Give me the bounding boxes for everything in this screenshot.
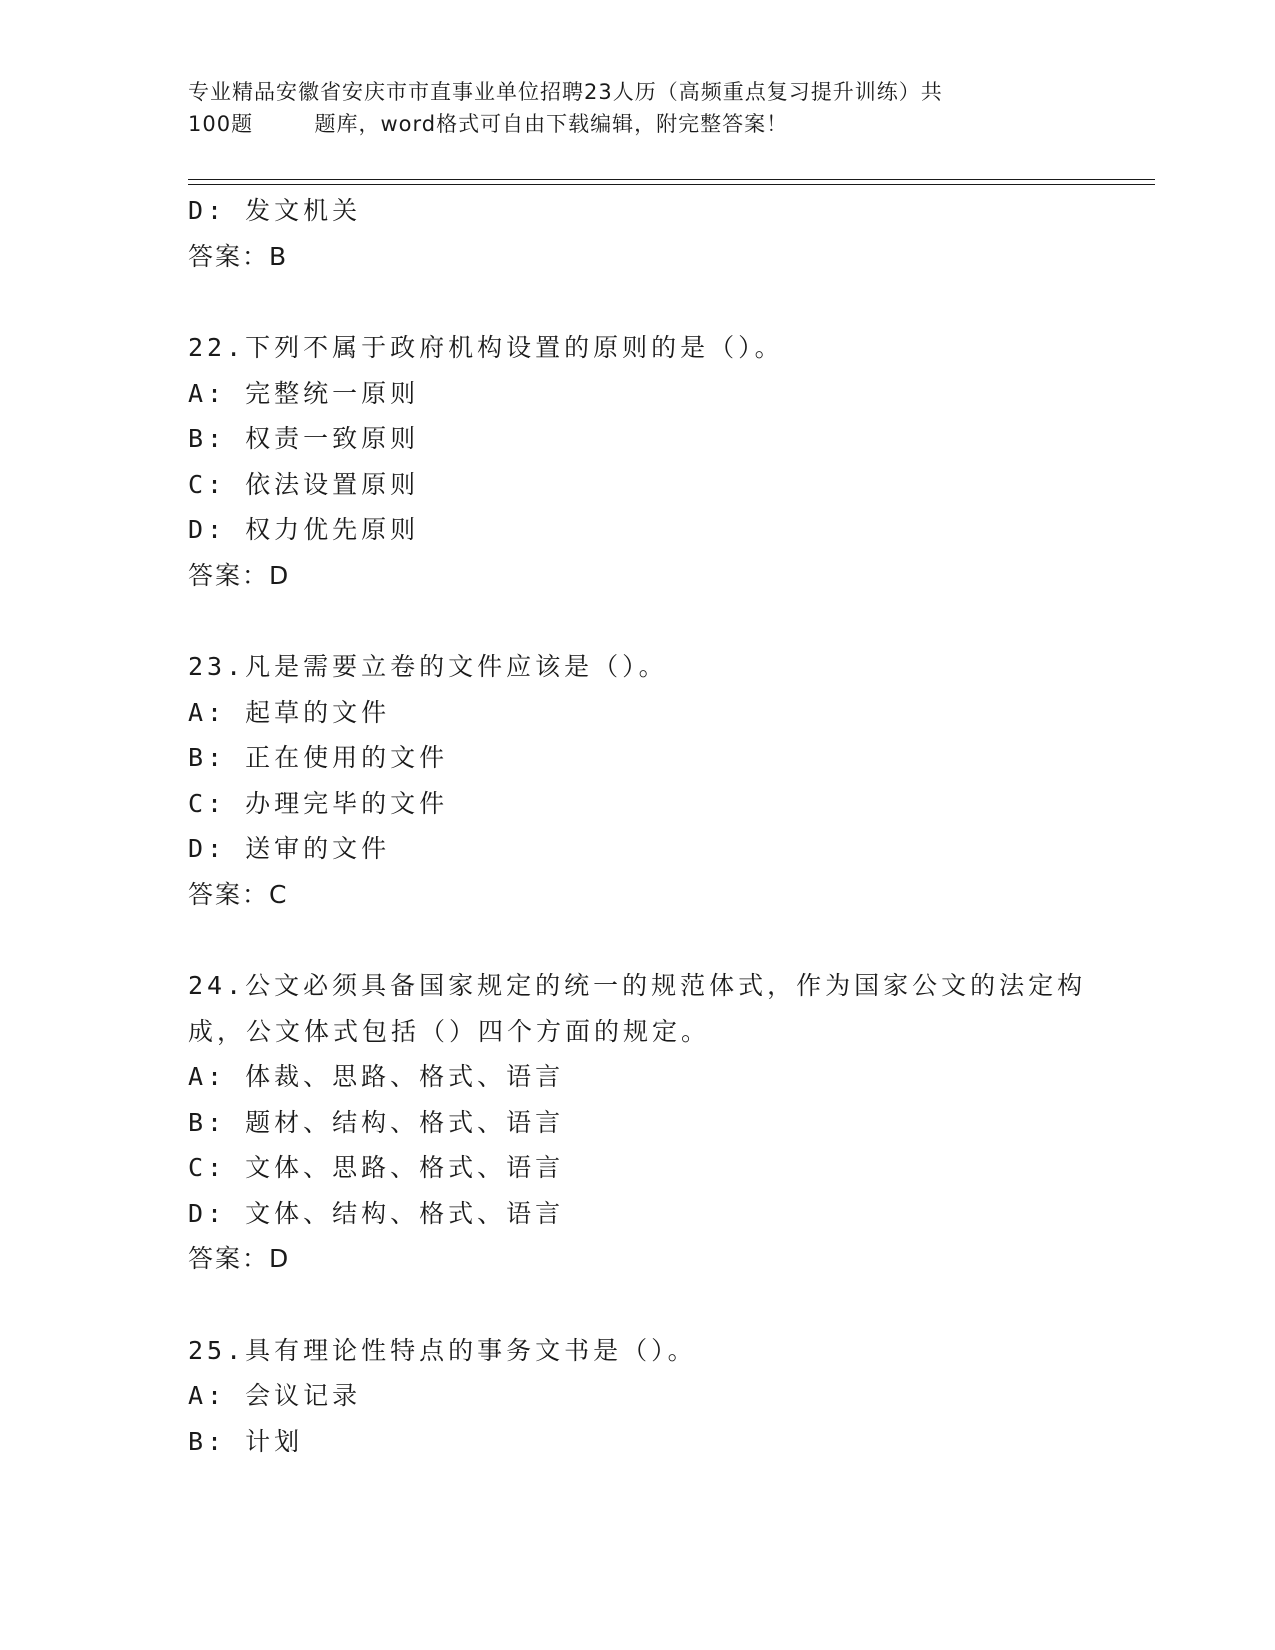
- option-a: A: 会议记录: [188, 1381, 362, 1410]
- option-b: B: 正在使用的文件: [188, 743, 449, 772]
- option-c: C: 文体、思路、格式、语言: [188, 1153, 565, 1182]
- option-b: B: 计划: [188, 1426, 304, 1456]
- question-23: [188, 644, 1148, 917]
- option-d: D: 发文机关: [188, 196, 362, 225]
- question-text: 23.凡是需要立卷的文件应该是（）。: [188, 652, 668, 681]
- answer-line: 答案：C: [188, 879, 289, 909]
- option-a: A: 体裁、思路、格式、语言: [188, 1062, 565, 1091]
- page-header: [188, 76, 1088, 140]
- header-title-line-1: 专业精品安徽省安庆市市直事业单位招聘23人历（高频重点复习提升训练）共: [188, 80, 943, 104]
- question-22: [188, 325, 1148, 598]
- spacer: [188, 917, 1148, 963]
- spacer: [188, 279, 1148, 325]
- option-d: D: 文体、结构、格式、语言: [188, 1198, 565, 1228]
- option-d: D: 送审的文件: [188, 834, 391, 863]
- answer-line: 答案：D: [188, 560, 291, 590]
- option-a: A: 起草的文件: [188, 697, 391, 727]
- option-d: D: 权力优先原则: [188, 515, 420, 544]
- question-21-fragment: [188, 188, 1148, 279]
- option-b: B: 题材、结构、格式、语言: [188, 1107, 565, 1137]
- spacer: [188, 598, 1148, 644]
- spacer: [188, 1282, 1148, 1328]
- option-b: B: 权责一致原则: [188, 424, 420, 453]
- option-c: C: 办理完毕的文件: [188, 788, 449, 818]
- question-text: 22.下列不属于政府机构设置的原则的是（）。: [188, 333, 784, 362]
- question-text-line-1: 24.公文必须具备国家规定的统一的规范体式，作为国家公文的法定构: [188, 971, 1087, 1000]
- header-divider-top: [188, 179, 1155, 180]
- header-divider-bottom: [188, 184, 1155, 185]
- header-title-line-2: 100题 题库，word格式可自由下载编辑，附完整答案！: [188, 112, 789, 136]
- question-25: [188, 1328, 1148, 1465]
- question-text-line-2: 成，公文体式包括（）四个方面的规定。: [188, 1016, 711, 1046]
- answer-line: 答案：D: [188, 1244, 291, 1273]
- question-text: 25.具有理论性特点的事务文书是（）。: [188, 1335, 697, 1365]
- option-a: A: 完整统一原则: [188, 378, 420, 408]
- option-c: C: 依法设置原则: [188, 469, 420, 499]
- question-24: [188, 963, 1148, 1282]
- document-body: [188, 188, 1148, 1464]
- answer-line: 答案：B: [188, 241, 289, 271]
